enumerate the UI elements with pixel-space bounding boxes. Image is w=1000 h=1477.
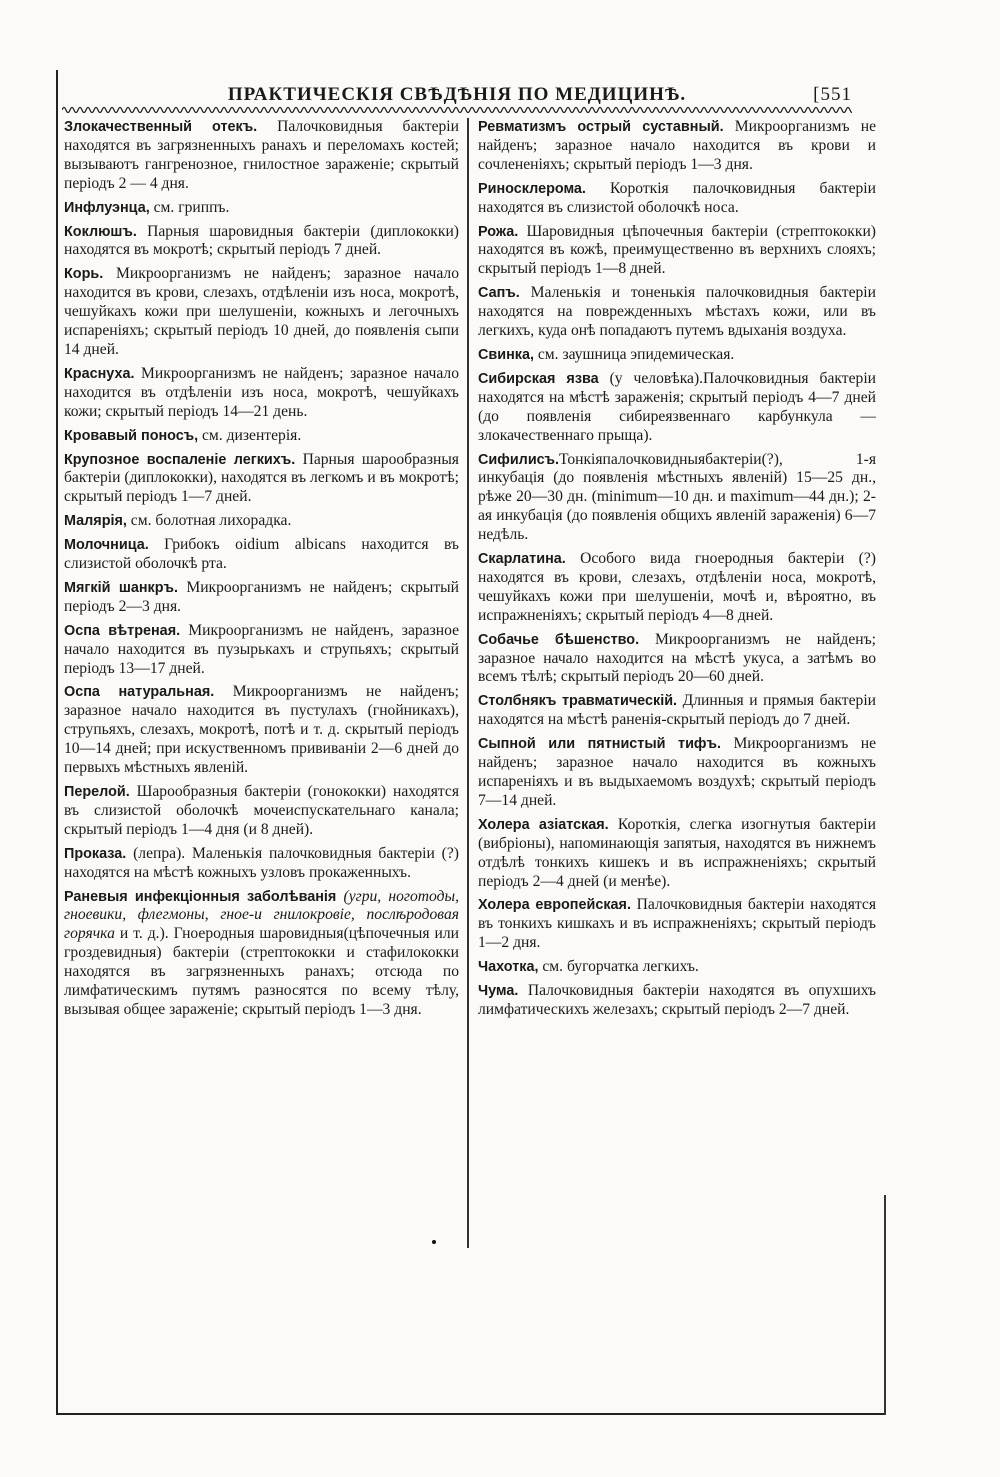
- entry-text: Длинныя и прямыя бактеріи находятся на мѣстѣ раненія-скрытый періодъ до 7 дней.: [478, 692, 877, 729]
- entry: [478, 982, 876, 1020]
- entry-term: Оспа натуральная.: [64, 684, 215, 701]
- entry-term: Ревматизмъ острый суставный.: [478, 119, 724, 135]
- entry: [478, 346, 876, 365]
- entry-term: Малярія,: [64, 513, 127, 530]
- entry: [64, 118, 459, 194]
- entry-text: см. гриппъ.: [149, 198, 230, 216]
- entry-term: Чахотка,: [478, 959, 539, 976]
- entry-term: Корь.: [64, 266, 104, 283]
- page-number: [551: [813, 84, 852, 105]
- entry: [478, 550, 876, 626]
- entry-text: см. бугорчатка легкихъ.: [538, 958, 699, 976]
- page-frame-left-rule: [56, 70, 58, 1415]
- entry-text: Тонкіяпалочковидныябактеріи(?), 1-я инкубація (до появленія мѣстныхъ явленій) 15—25 дн., рѣже 20—30 дн. (minimum—10 дн. и maximum—44 дн.); 2-ая инкубація (до появленія общихъ явленій зараженія) 6—7 недѣль.: [478, 450, 876, 544]
- entry-term: Крупозное воспаленіе легкихъ.: [64, 451, 296, 468]
- entry-text: Палочковидныя бактеріи находятся въ опухшихъ лимфатическихъ железахъ; скрытый періодъ 2—7 дней.: [478, 982, 876, 1018]
- entry: [478, 735, 876, 811]
- entry-term: Инфлуэнца,: [64, 199, 150, 216]
- entry-text: Микроорганизмъ не найденъ; заразное начало находится въ пустулахъ (гнойникахъ), струпьяхъ, слезахъ, мокротѣ, потѣ и т. д. скрытый періодъ 10—14 дней; при искуственномъ прививаніи 2—6 дней до первыхъ мѣстныхъ явленій.: [64, 683, 459, 777]
- entry-term: Сибирская язва: [478, 370, 599, 387]
- entry-text: см. дизентерія.: [198, 426, 302, 444]
- entry-text: и т. д.). Гноеродныя шаровидныя(цѣпочечныя или гроздевидныя) бактеріи (стрептококки и стафилококки находятся въ загрязненныхъ ранахъ; отсюда по лимфатическимъ путямъ разносятся по всему тѣлу, вызывая общее зараженіе; скрытый періодъ 1—3 дня.: [64, 925, 459, 1018]
- entry: [64, 683, 459, 778]
- entry-term: Кровавый поносъ,: [64, 427, 199, 444]
- entry: [64, 845, 459, 883]
- entry-term: Холера азіатская.: [478, 816, 609, 833]
- entry-text: (лепра). Маленькія палочковидныя бактеріи (?) находятся на мѣстѣ кожныхъ узловъ прокаженныхъ.: [64, 844, 459, 881]
- entry-text: Палочковидныя бактеріи находятся въ загрязненныхъ ранахъ и переломахъ костей; вызываютъ гангренозное, гнилостное зараженіе; скрытый періодъ 2 — 4 дня.: [64, 118, 459, 192]
- entry-text: Особого вида гноеродныя бактеріи (?) находятся въ крови, слезахъ, отдѣленіи носа, мокротѣ, чешуйкахъ кожи при шелушеніи, мочѣ и, вѣроятно, въ испражненіяхъ; скрытый періодъ 4—8 дней.: [478, 550, 876, 624]
- page-frame-bottom-rule: [56, 1413, 886, 1415]
- entry: [64, 622, 459, 679]
- entry: [64, 579, 459, 617]
- column-divider: [467, 118, 469, 1248]
- entry-term: Молочница.: [64, 537, 149, 554]
- entry-text: см. заушница эпидемическая.: [533, 345, 735, 363]
- entry-term: Оспа вѣтреная.: [64, 622, 181, 639]
- entry: [64, 427, 459, 446]
- entry-text: Шарообразныя бактеріи (гонококки) находятся въ слизистой оболочкѣ мочеиспускательнаго канала; скрытый періодъ 1—4 дня (и 8 дней).: [64, 783, 459, 838]
- entry: [478, 816, 876, 892]
- ink-speck: [432, 1240, 436, 1244]
- entry-term: Сифилисъ.: [478, 451, 559, 468]
- entry: [64, 199, 459, 218]
- entry-italic-text: (угри, ноготоды, гноевики, флегмоны, гное-и гнилокровіе, послѣродовая горячка: [64, 887, 459, 943]
- entry: [64, 888, 459, 1020]
- entry-term: Свинка,: [478, 346, 534, 363]
- wavy-rule: [62, 104, 852, 116]
- entry: [64, 512, 459, 531]
- entry-text: (у человѣка).Палочковидныя бактеріи находятся на мѣстѣ зараженія; скрытый періодъ 4—7 дней (до появленія сибиреязвеннаго карбункула — злокачественнаго прыща).: [478, 369, 876, 444]
- entry-term: Перелой.: [64, 784, 130, 800]
- entry: [478, 180, 876, 218]
- entry: [478, 451, 876, 546]
- entry: [64, 783, 459, 840]
- entry-text: Микроорганизмъ не найденъ; скрытый періодъ 2—3 дня.: [64, 578, 459, 615]
- entry-text: Шаровидныя цѣпочечныя бактеріи (стрептококки) находятся въ кожѣ, преимущественно въ верхнихъ слояхъ; скрытый періодъ 1—8 дней.: [478, 222, 876, 278]
- entry-text: Короткія, слегка изогнутыя бактеріи (вибріоны), напоминающія запятыя, находятся въ нижнемъ отдѣлѣ тонкихъ кишекъ и въ испражненіяхъ; скрытый періодъ 2—4 дней (и менѣе).: [478, 815, 876, 890]
- entry-text: Парныя шарообразныя бактеріи (диплококки), находятся въ легкомъ и въ мокротѣ; скрытый періодъ 1—7 дней.: [64, 450, 459, 506]
- page-frame-right-rule: [884, 1195, 886, 1415]
- entry: [478, 896, 876, 953]
- entry-text: Грибокъ oidium albicans находится въ слизистой оболочкѣ рта.: [64, 536, 459, 573]
- entry: [64, 223, 459, 261]
- entry-text: Микроорганизмъ не найденъ; заразное начало находится въ крови и сочлененіяхъ; скрытый періодъ 1—3 дня.: [478, 118, 876, 173]
- entry-text: Микроорганизмъ не найденъ; заразное начало находится въ крови, слезахъ, отдѣленіи изъ носа, мокротѣ, чешуйкахъ кожи при шелушеніи, кожныхъ и легочныхъ испареніяхъ; скрытый періодъ 10 дней, до появленія сыпи 14 дней.: [64, 265, 459, 358]
- entry: [478, 223, 876, 280]
- entry: [478, 692, 876, 730]
- entry: [478, 370, 876, 446]
- entry-term: Собачье бѣшенство.: [478, 631, 640, 648]
- entry: [478, 958, 876, 977]
- right-column: [478, 118, 876, 1025]
- entry-text: см. болотная лихорадка.: [126, 512, 292, 530]
- entry-term: Краснуха.: [64, 365, 135, 382]
- entry-term: Холера европейская.: [478, 897, 631, 914]
- entry-term: Злокачественный отекъ.: [64, 119, 258, 135]
- entry-text: Короткія палочковидныя бактеріи находятся въ слизистой оболочкѣ носа.: [478, 179, 876, 216]
- entry: [478, 118, 876, 175]
- entry-text: Парныя шаровидныя бактеріи (диплококки) находятся въ мокротѣ; скрытый періодъ 7 дней.: [64, 222, 459, 259]
- entry-text: Маленькія и тоненькія палочковидныя бактеріи находятся на поврежденныхъ мѣстахъ кожи, или въ легкихъ, куда онѣ попадаютъ путемъ вдыханія воздуха.: [478, 284, 876, 340]
- entry-term: Рожа.: [478, 223, 519, 240]
- entry-term: Чума.: [478, 983, 519, 1000]
- entry: [478, 284, 876, 341]
- entry-term: Столбнякъ травматическій.: [478, 693, 678, 710]
- entry: [64, 365, 459, 422]
- left-column: [64, 118, 459, 1025]
- entry-term: Коклюшъ.: [64, 223, 137, 240]
- entry: [64, 451, 459, 508]
- entry-text: Микроорганизмъ не найденъ, заразное начало находится въ пузырькахъ и струпьяхъ; скрытый періодъ 13—17 дней.: [64, 621, 460, 677]
- entry-term: Риносклерома.: [478, 180, 586, 197]
- entry-term: Сапъ.: [478, 285, 520, 302]
- entry-text: Палочковидныя бактеріи находятся въ тонкихъ кишкахъ и въ испражненіяхъ; скрытый періодъ 1—2 дня.: [478, 896, 876, 952]
- entry-text: Микроорганизмъ не найденъ; заразное начало находится въ кожныхъ испареніяхъ и въ выдыхаемомъ воздухѣ; скрытый періодъ 7—14 дней.: [478, 735, 876, 809]
- entry-term: Сыпной или пятнистый тифъ.: [478, 736, 721, 753]
- entry-text: Микроорганизмъ не найденъ; заразное начало находится въ отдѣленіи изъ носа, мокротѣ, чешуйкахъ кожи; скрытый періодъ 14—21 день.: [64, 364, 459, 420]
- entry-term: Проказа.: [64, 845, 127, 862]
- entry: [64, 265, 459, 360]
- entry: [478, 631, 876, 688]
- entry-text: Микроорганизмъ не найденъ; заразное начало находится на мѣстѣ укуса, а затѣмъ во всемъ тѣлѣ; скрытый періодъ 20—60 дней.: [478, 630, 876, 686]
- running-title: ПРАКТИЧЕСКІЯ СВѢДѢНІЯ ПО МЕДИЦИНѢ.: [227, 84, 687, 105]
- entry: [64, 536, 459, 574]
- entry-term: Мягкій шанкръ.: [64, 579, 179, 596]
- entry-term: Скарлатина.: [478, 551, 566, 568]
- entry-term: Раневыя инфекціонныя заболѣванія: [64, 888, 337, 905]
